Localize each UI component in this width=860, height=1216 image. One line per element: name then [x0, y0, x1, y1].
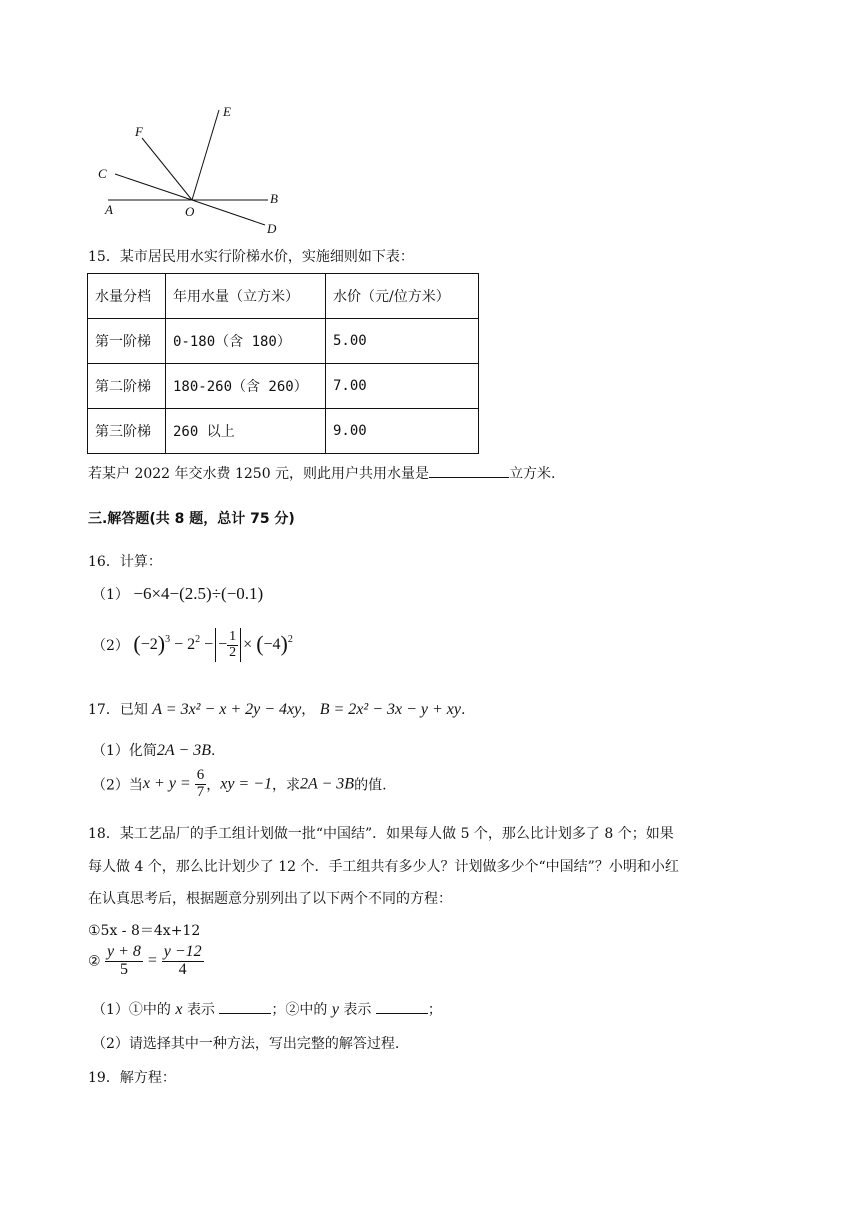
- ray-od: [192, 200, 265, 225]
- table-header-cell: 年用水量（立方米）: [166, 274, 326, 319]
- q17-given: 17．已知 A = 3x² − x + 2y − 4xy， B = 2x² − 3x − y + xy.: [88, 701, 466, 718]
- q17-part2-label: （2）当: [92, 777, 143, 794]
- answer-blank[interactable]: [429, 477, 509, 478]
- q17-part2-expression: 2A − 3B: [300, 775, 355, 793]
- label-a: A: [105, 202, 113, 217]
- q18-part2: （2）请选择其中一种方法，写出完整的解答过程.: [92, 1036, 400, 1052]
- q17-part1: （1）化简2A − 3B.: [92, 742, 216, 759]
- answer-blank[interactable]: [219, 1013, 271, 1014]
- table-row: [88, 409, 479, 454]
- table-cell: 7.00: [326, 364, 479, 409]
- label-d: D: [267, 221, 277, 236]
- q17-b-expression: B = 2x² − 3x − y + xy: [319, 701, 461, 718]
- q19-intro: 19．解方程：: [88, 1070, 176, 1086]
- table-header-cell: 水价（元/位方米）: [326, 274, 479, 319]
- table-cell: 5.00: [326, 319, 479, 364]
- label-f: F: [135, 124, 143, 139]
- q16-part2-expression: $(-2)^3 - 2^2$ − − $\frac{1}{2}$ × $(-4)^2$: [133, 636, 293, 653]
- q18-line-3: 在认真思考后，根据题意分别列出了以下两个不同的方程：: [88, 891, 452, 907]
- q17-condition-2: xy = −1: [220, 775, 273, 793]
- table-cell: 180-260（含 260）: [166, 364, 326, 409]
- table-row: [88, 319, 479, 364]
- q18-part1-c: ；②中的: [271, 1002, 328, 1018]
- q18-part1-a: （1）①中的: [92, 1002, 171, 1018]
- q18-line-1: 18．某工艺品厂的手工组计划做一批“中国结”．如果每人做 5 个，那么比计划多了 8 个；如果: [88, 826, 674, 842]
- q18-line-2: 每人做 4 个，那么比计划少了 12 个．手工组共有多少人？计划做多少个“中国结”？小明和小红: [88, 859, 679, 875]
- q17-part2-text: ，求: [272, 777, 301, 794]
- label-b: B: [270, 191, 278, 206]
- angle-figure: [95, 102, 295, 240]
- q16-part1-expression: −6×4−(2.5)÷(−0.1): [133, 584, 264, 603]
- table-cell: 第一阶梯: [88, 319, 166, 364]
- table-header-cell: 水量分档: [88, 274, 166, 319]
- q16-part1: [92, 584, 263, 604]
- q18-equation-2: ② $\frac{y + 8}{5}$ = $\frac{y -12}{4}$: [88, 943, 202, 978]
- q18-part1-e: ；: [427, 1002, 442, 1018]
- answer-blank[interactable]: [376, 1013, 428, 1014]
- q15-question-text: 若某户 2022 年交水费 1250 元，则此用户共用水量是: [88, 466, 430, 482]
- label-e: E: [223, 104, 231, 119]
- label-o: O: [185, 204, 195, 219]
- q17-part2-tail: 的值.: [354, 777, 387, 794]
- q15-question: [88, 463, 556, 483]
- ray-oe: [192, 110, 219, 200]
- table-cell: 9.00: [326, 409, 479, 454]
- q17-condition-1: x + y = $\frac{6}{7}$: [142, 767, 205, 800]
- ray-of: [142, 138, 192, 200]
- section-title: 三.解答题(共 8 题，总计 75 分): [88, 511, 295, 527]
- ray-oc: [115, 174, 192, 200]
- q18-part1-b: 表示: [186, 1002, 215, 1018]
- q15-intro: 15．某市居民用水实行阶梯水价，实施细则如下表：: [88, 249, 414, 265]
- table-cell: 260 以上: [166, 409, 326, 454]
- q18-part1: （1）①中的 x 表示 ；②中的 y 表示 ；: [92, 1001, 442, 1018]
- q17-part2: （2）当x + y = $\frac{6}{7}$ ，xy = −1，求2A − 3B的值.: [92, 767, 387, 800]
- q18-part1-d: 表示: [343, 1002, 372, 1018]
- label-c: C: [98, 166, 107, 181]
- q16-intro: 16．计算：: [88, 554, 162, 570]
- q17-part1-text: （1）化简: [92, 743, 157, 759]
- q17-part1-expression: 2A − 3B: [156, 742, 211, 759]
- q16-part1-label: （1）: [92, 587, 129, 603]
- q18-equation-1: ①5x - 8＝4x+12: [88, 923, 201, 939]
- table-cell: 0-180（含 180）: [166, 319, 326, 364]
- q17-prefix: 17．已知: [88, 702, 148, 718]
- q17-a-expression: A = 3x² − x + 2y − 4xy: [152, 701, 302, 718]
- q16-part2-label: （2）: [92, 638, 129, 654]
- table-header-row: [88, 274, 479, 319]
- q16-part2: [92, 628, 293, 662]
- water-price-table: [87, 273, 479, 454]
- table-row: [88, 364, 479, 409]
- table-cell: 第三阶梯: [88, 409, 166, 454]
- q15-question-unit: 立方米.: [509, 466, 556, 482]
- table-cell: 第二阶梯: [88, 364, 166, 409]
